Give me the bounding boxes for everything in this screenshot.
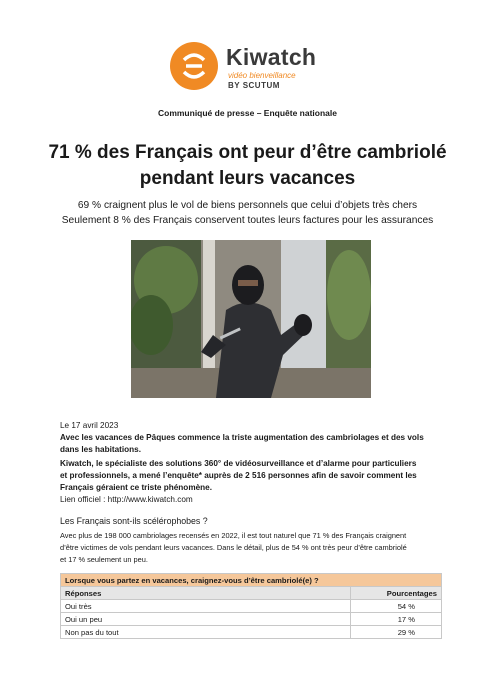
intro-line-3: Kiwatch, le spécialiste des solutions 360° de vidéosurveillance et d’alarme pour particuliers <box>60 459 417 468</box>
subtitle <box>20 198 475 228</box>
table-row <box>61 626 442 639</box>
table-header-percentages: Pourcentages <box>351 587 442 600</box>
page-title <box>30 140 465 192</box>
kiwatch-logo <box>170 42 340 92</box>
section-line-1: Avec plus de 198 000 cambriolages recensés en 2022, il est tout naturel que 71 % des Français craignent <box>60 531 407 540</box>
section-line-2: d’être victimes de vols pendant leurs vacances. Dans le détail, plus de 54 % ont très peur d’être cambriolé <box>60 543 407 552</box>
official-link[interactable]: Lien officiel : http://www.kiwatch.com <box>60 495 193 504</box>
press-kicker: Communiqué de presse – Enquête nationale <box>157 108 337 118</box>
table-question: Lorsque vous partez en vacances, craignez-vous d’être cambriolé(e) ? <box>61 574 442 587</box>
intro-line-2: dans les habitations. <box>60 445 141 454</box>
survey-table <box>60 573 442 639</box>
table-header-row <box>61 587 442 600</box>
intro-line-5: Français géraient ce triste phénomène. <box>60 483 212 492</box>
table-cell-label: Oui très <box>61 600 351 613</box>
table-cell-value: 17 % <box>351 613 442 626</box>
press-date: Le 17 avril 2023 <box>60 421 119 430</box>
table-header-responses: Réponses <box>61 587 351 600</box>
title-line-1: 71 % des Français ont peur d’être cambriolé <box>48 142 447 163</box>
table-question-row <box>61 574 442 587</box>
table-cell-value: 29 % <box>351 626 442 639</box>
section-heading: Les Français sont-ils scélérophobes ? <box>60 516 208 526</box>
table-cell-label: Non pas du tout <box>61 626 351 639</box>
subtitle-line-2: Seulement 8 % des Français conservent toutes leurs factures pour les assurances <box>61 215 434 226</box>
logo-tagline: vidéo bienveillance <box>228 71 296 80</box>
title-line-2: pendant leurs vacances <box>139 168 356 189</box>
logo-brand: Kiwatch <box>226 44 317 70</box>
table-row <box>61 600 442 613</box>
section-line-3: et 17 % seulement un peu. <box>60 555 148 564</box>
logo-mark-icon <box>170 42 218 90</box>
intro-line-1: Avec les vacances de Pâques commence la triste augmentation des cambriolages et des vols <box>60 433 424 442</box>
logo-by: BY SCUTUM <box>228 81 280 90</box>
table-cell-label: Oui un peu <box>61 613 351 626</box>
burglar-photo <box>131 240 371 398</box>
table-row <box>61 613 442 626</box>
subtitle-line-1: 69 % craignent plus le vol de biens personnels que celui d’objets très chers <box>77 200 418 211</box>
table-cell-value: 54 % <box>351 600 442 613</box>
intro-line-4: et professionnels, a mené l’enquête* auprès de 2 516 personnes afin de savoir comment les <box>60 471 417 480</box>
